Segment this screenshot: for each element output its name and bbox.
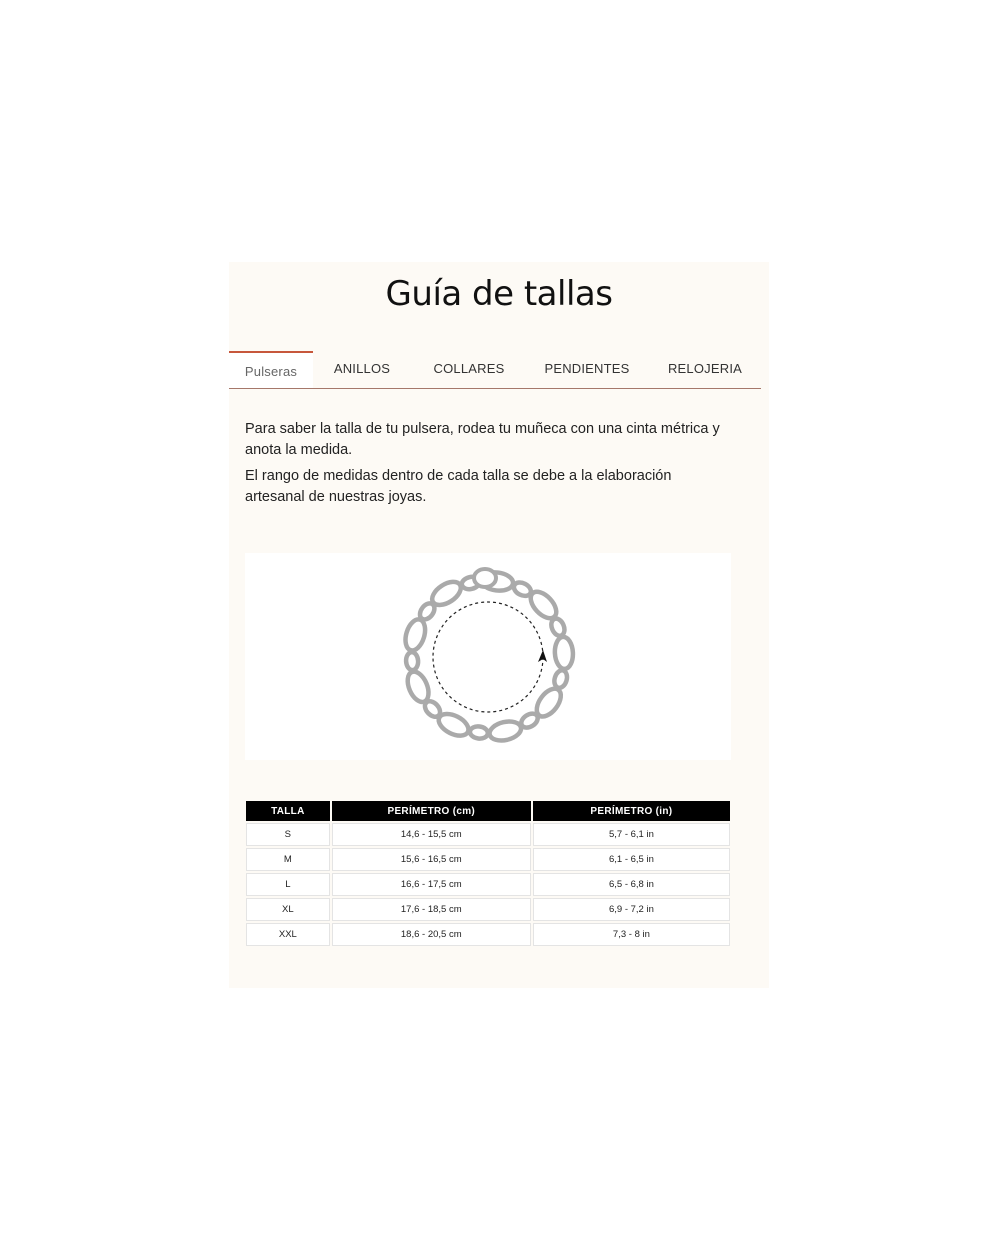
chain-link [552, 669, 569, 690]
perimeter-in-cell: 6,1 - 6,5 in [533, 848, 730, 871]
perimeter-in-cell: 6,9 - 7,2 in [533, 898, 730, 921]
bracelet-chain-icon [245, 553, 731, 760]
perimeter-cm-cell: 16,6 - 17,5 cm [332, 873, 531, 896]
tab-pulseras[interactable]: Pulseras [229, 351, 313, 388]
chain-link [404, 669, 433, 705]
perimeter-cm-cell: 15,6 - 16,5 cm [332, 848, 531, 871]
chain-link [428, 577, 465, 610]
table-row [246, 823, 730, 846]
perimeter-cm-cell: 14,6 - 15,5 cm [332, 823, 531, 846]
measure-circle [433, 602, 543, 712]
tab-anillos[interactable]: ANILLOS [333, 361, 391, 376]
column-header-perimetro-cm: PERÍMETRO (cm) [332, 801, 531, 821]
chain-link [554, 636, 574, 669]
intro-paragraph-1: Para saber la talla de tu pulsera, rodea tu muñeca con una cinta métrica y anota la medida. [245, 421, 720, 458]
size-guide-tabs [229, 351, 761, 389]
size-cell: L [246, 873, 330, 896]
size-table [244, 799, 732, 948]
size-cell: M [246, 848, 330, 871]
perimeter-in-cell: 7,3 - 8 in [533, 923, 730, 946]
tab-pendientes[interactable]: PENDIENTES [544, 361, 630, 376]
size-cell: XL [246, 898, 330, 921]
table-row [246, 848, 730, 871]
clasp-icon [474, 569, 496, 587]
tab-relojeria[interactable]: RELOJERIA [667, 361, 743, 376]
size-guide-modal [229, 262, 769, 988]
chain-link [402, 617, 429, 653]
chain-link [488, 719, 523, 744]
bracelet-measure-illustration [245, 553, 731, 760]
perimeter-in-cell: 5,7 - 6,1 in [533, 823, 730, 846]
table-row [246, 873, 730, 896]
perimeter-cm-cell: 17,6 - 18,5 cm [332, 898, 531, 921]
perimeter-cm-cell: 18,6 - 20,5 cm [332, 923, 531, 946]
size-cell: S [246, 823, 330, 846]
perimeter-in-cell: 6,5 - 6,8 in [533, 873, 730, 896]
chain-link [406, 652, 419, 671]
modal-title: Guía de tallas [385, 274, 613, 314]
table-row [246, 923, 730, 946]
size-cell: XXL [246, 923, 330, 946]
size-guide-intro [245, 419, 735, 513]
measure-arrow-icon [538, 650, 547, 662]
chain-link [549, 617, 567, 638]
tab-collares[interactable]: COLLARES [433, 361, 505, 376]
intro-paragraph-2: El rango de medidas dentro de cada talla se debe a la elaboración artesanal de nuestras joyas. [245, 468, 672, 505]
chain-link [469, 725, 488, 739]
column-header-perimetro-in: PERÍMETRO (in) [533, 801, 730, 821]
table-row [246, 898, 730, 921]
column-header-talla: TALLA [246, 801, 330, 821]
table-header-row [246, 801, 730, 821]
